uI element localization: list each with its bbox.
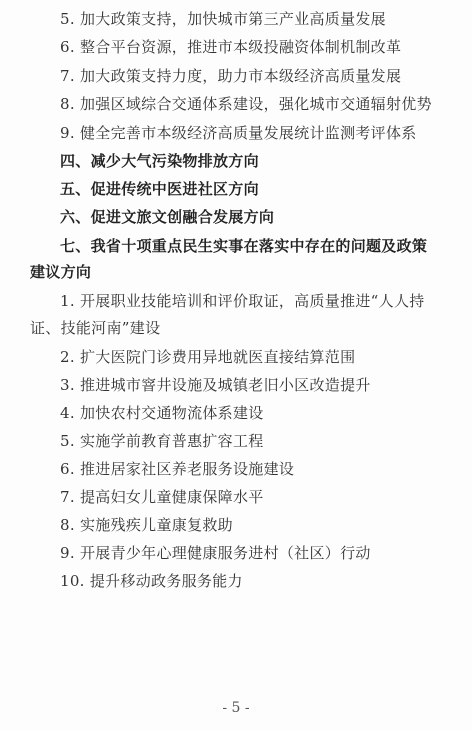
list-item: 7. 加大政策支持力度，助力市本级经济高质量发展: [60, 67, 402, 85]
section-heading: 四、减少大气污染物排放方向: [60, 152, 259, 170]
list-item: 1. 开展职业技能培训和评价取证，高质量推进“人人持: [60, 292, 425, 310]
list-item-continuation: 证、技能河南”建设: [30, 319, 161, 337]
list-item: 8. 实施残疾儿童康复救助: [60, 516, 233, 534]
list-item: 3. 推进城市窨井设施及城镇老旧小区改造提升: [60, 376, 371, 394]
section-heading: 五、促进传统中医进社区方向: [60, 180, 259, 198]
list-item: 6. 推进居家社区养老服务设施建设: [60, 460, 295, 478]
section-heading: 七、我省十项重点民生实事在落实中存在的问题及政策: [60, 237, 428, 255]
list-item: 9. 健全完善市本级经济高质量发展统计监测考评体系: [60, 124, 417, 142]
page-number: - 5 -: [222, 700, 250, 716]
list-item: 5. 加大政策支持，加快城市第三产业高质量发展: [60, 10, 386, 28]
list-item: 7. 提高妇女儿童健康保障水平: [60, 488, 264, 506]
list-item: 8. 加强区域综合交通体系建设，强化城市交通辐射优势: [60, 95, 432, 113]
list-item: 2. 扩大医院门诊费用异地就医直接结算范围: [60, 348, 356, 366]
section-heading-continuation: 建议方向: [30, 263, 92, 281]
list-item: 9. 开展青少年心理健康服务进村（社区）行动: [60, 544, 371, 562]
list-item: 5. 实施学前教育普惠扩容工程: [60, 432, 264, 450]
section-heading: 六、促进文旅文创融合发展方向: [60, 208, 275, 226]
list-item: 6. 整合平台资源，推进市本级投融资体制机制改革: [60, 38, 402, 56]
list-item: 10. 提升移动政务服务能力: [60, 572, 243, 590]
list-item: 4. 加快农村交通物流体系建设: [60, 404, 264, 422]
